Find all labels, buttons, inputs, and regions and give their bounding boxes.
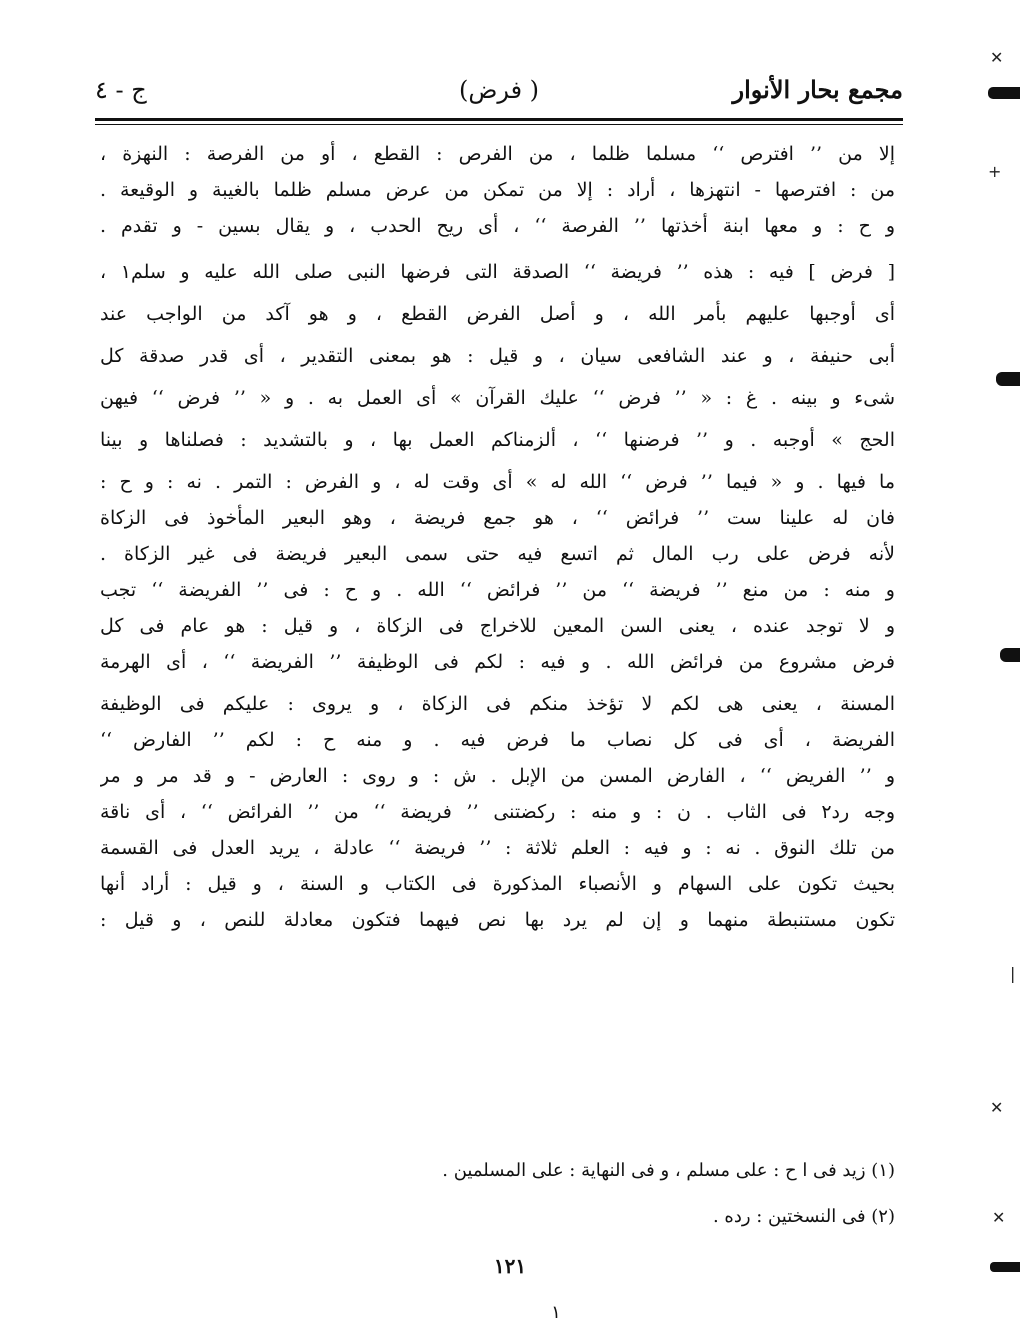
running-header	[95, 72, 903, 116]
text-line: إلا من ’’ افترص ‘‘ مسلما ظلما ، من الفرص : القطع ، أو من الفرصة : النهزة ،	[100, 143, 895, 165]
text-line: أى أوجبها عليهم بأمر الله ، و أصل الفرض القطع ، و هو آكد من الواجب عند	[100, 303, 895, 325]
text-line: شىء و بينه . غ : « ’’ فرض ‘‘ عليك القرآن » أى العمل به . و « ’’ فرض ‘‘ فيهن	[100, 387, 895, 409]
text-line: أبى حنيفة ، و عند الشافعى سيان ، و قيل : هو بمعنى التقدير ، أى قدر صدقة كل	[100, 345, 895, 367]
bottom-mark: ١	[551, 1302, 561, 1323]
scan-tick-mark: +	[988, 162, 1002, 181]
text-line: و ح : و معها ابنة أخذتها ’’ الفرصة ‘‘ ، أى ريح الحدب ، و يقال بسين - و تقدم .	[100, 215, 895, 237]
text-line: فرض مشروع من فرائض الله . و فيه : لكم فى الوظيفة ’’ الفريضة ‘‘ ، أى الهرمة	[100, 651, 895, 673]
text-line: ما فيها . و « فيما ’’ فرض ‘‘ الله له » أى وقت له ، و الفرض : التمر . نه : و ح :	[100, 471, 895, 493]
text-line: الفريضة ، أى فى كل نصاب ما فرض فيه . و منه ح : لكم ’’ الفارض ‘‘	[100, 729, 895, 751]
main-text	[100, 136, 895, 938]
text-line: من : افترصها - انتهزها ، أراد : إلا من تمكن من عرض مسلم ظلما بالغيبة و الوقيعة .	[100, 179, 895, 201]
book-title: مجمع بحار الأنوار	[732, 75, 903, 104]
entry-word: ( فرض)	[458, 76, 540, 104]
scan-tick-mark: |	[1010, 964, 1016, 983]
text-line: [ فرض ] فيه : هذه ’’ فريضة ‘‘ الصدقة التى فرضها النبى صلى الله عليه و سلم١ ،	[100, 261, 895, 283]
text-line: تكون مستنبطة منهما و إن لم يرد بها نص فيهما فتكون معادلة للنص ، و قيل :	[100, 909, 895, 931]
text-line: بحيث تكون على السهام و الأنصباء المذكورة فى الكتاب و السنة ، و قيل : أراد أنها	[100, 873, 895, 895]
text-line: فان له علينا ست ’’ فرائض ‘‘ ، هو جمع فريضة ، وهو البعير المأخوذ فى الزكاة	[100, 507, 895, 529]
header-rule-thin	[95, 124, 903, 125]
text-line: من تلك النوق . نه : و فيه : العلم ثلاثة : ’’ فريضة ‘‘ عادلة ، يريد العدل فى القسمة	[100, 837, 895, 859]
scan-tick-mark: ✕	[990, 48, 1004, 67]
header-rule-thick	[95, 118, 903, 121]
footnote-1: (١) زيد فى ا ح : على مسلم ، و فى النهاية : على المسلمين .	[442, 1160, 895, 1181]
scan-tick-mark: ✕	[990, 1098, 1004, 1117]
text-line: و منه : من منع ’’ فريضة ‘‘ من ’’ فرائض ‘‘ الله . و ح : فى ’’ الفريضة ‘‘ تجب	[100, 579, 895, 601]
scan-edge-mark	[990, 1262, 1020, 1272]
scan-edge-mark	[1000, 648, 1020, 662]
text-line: الحج » أوجبه . و ’’ فرضنها ‘‘ ، ألزمناكم العمل بها ، و بالتشديد : فصلناها و بينا	[100, 429, 895, 451]
footnotes	[100, 1148, 895, 1240]
page-number: ١٢١	[493, 1254, 527, 1278]
volume-label: ج - ٤	[95, 76, 147, 104]
text-line: وجه رد٢ فى الثاب . ن : و منه : ركضتنى ’’ فريضة ‘‘ من ’’ الفرائض ‘‘ ، أى ناقة	[100, 801, 895, 823]
scan-edge-mark	[996, 372, 1020, 386]
text-line: و لا توجد عنده ، يعنى السن المعين للاخراج فى الزكاة ، و قيل : هو عام فى كل	[100, 615, 895, 637]
text-line: لأنه فرض على رب المال ثم اتسع فيه حتى سمى البعير فريضة فى غير الزكاة .	[100, 543, 895, 565]
scan-tick-mark: ✕	[992, 1208, 1006, 1227]
scan-edge-mark	[988, 87, 1020, 99]
text-line: المسنة ، يعنى هى لكم لا تؤخذ منكم فى الزكاة ، و يروى : عليكم فى الوظيفة	[100, 693, 895, 715]
footnote-2: (٢) فى النسختين : رده .	[712, 1206, 895, 1227]
text-line: و ’’ الفريض ‘‘ ، الفارض المسن من الإبل . ش : و روى : العارض - و قد مر و مر	[100, 765, 895, 787]
